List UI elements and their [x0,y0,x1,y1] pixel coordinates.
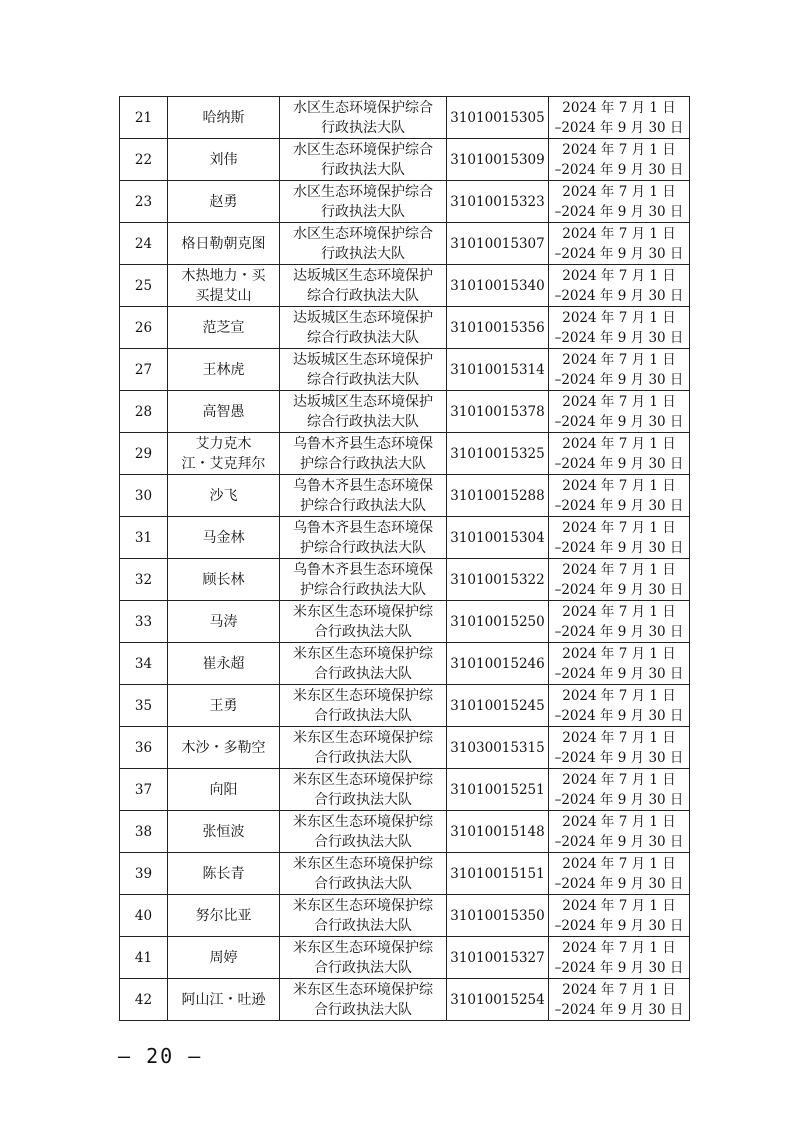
person-name-cell [168,265,280,307]
row-number-cell: 34 [120,643,168,685]
validity-period-cell [549,769,690,811]
table-row [120,139,690,181]
validity-period-cell [549,601,690,643]
validity-period-cell [549,517,690,559]
validity-period-line: 2024 年 7 月 1 日 [562,813,676,830]
validity-period-line: 2024 年 7 月 1 日 [562,309,676,326]
person-name-cell [168,517,280,559]
unit-cell [280,601,447,643]
validity-period-line: 2024 年 7 月 1 日 [562,687,676,704]
unit-line: 米东区生态环境保护综 [293,813,433,830]
table-row [120,181,690,223]
validity-period-cell [549,181,690,223]
unit-cell [280,979,447,1021]
person-name-cell [168,895,280,937]
person-name-cell [168,853,280,895]
validity-period-line: –2024 年 9 月 30 日 [554,203,684,220]
validity-period-cell [549,853,690,895]
validity-period-line: 2024 年 7 月 1 日 [562,897,676,914]
validity-period-line: 2024 年 7 月 1 日 [562,393,676,410]
person-name-line: 马金林 [202,529,245,546]
table-row [120,433,690,475]
validity-period-line: –2024 年 9 月 30 日 [554,707,684,724]
unit-line: 合行政执法大队 [314,665,412,682]
validity-period-line: 2024 年 7 月 1 日 [562,351,676,368]
validity-period-line: –2024 年 9 月 30 日 [554,539,684,556]
unit-line: 综合行政执法大队 [307,413,419,430]
row-number-cell: 36 [120,727,168,769]
validity-period-line: –2024 年 9 月 30 日 [554,1001,684,1018]
validity-period-cell [549,433,690,475]
person-name-cell [168,769,280,811]
unit-cell [280,769,447,811]
validity-period-cell [549,223,690,265]
validity-period-line: –2024 年 9 月 30 日 [554,665,684,682]
validity-period-line: –2024 年 9 月 30 日 [554,455,684,472]
person-name-cell [168,727,280,769]
person-name-line: 赵勇 [209,193,238,210]
validity-period-cell [549,475,690,517]
person-name-line: 马涛 [209,613,238,630]
person-name-line: 沙飞 [209,487,238,504]
unit-line: 水区生态环境保护综合 [293,99,433,116]
validity-period-cell [549,307,690,349]
unit-line: 综合行政执法大队 [307,329,419,346]
certificate-number-cell: 31010015309 [447,139,549,181]
table-row [120,517,690,559]
person-name-cell [168,811,280,853]
table-row [120,769,690,811]
table-row [120,265,690,307]
row-number-cell: 33 [120,601,168,643]
certificate-number-cell: 31010015288 [447,475,549,517]
table-row [120,895,690,937]
table-row [120,811,690,853]
certificate-number-cell: 31010015378 [447,391,549,433]
unit-line: 合行政执法大队 [314,1001,412,1018]
unit-line: 合行政执法大队 [314,749,412,766]
unit-cell [280,391,447,433]
person-name-line: 崔永超 [202,655,245,672]
row-number-cell: 27 [120,349,168,391]
unit-line: 合行政执法大队 [314,707,412,724]
certificate-number-cell: 31010015250 [447,601,549,643]
validity-period-line: 2024 年 7 月 1 日 [562,645,676,662]
person-name-cell [168,685,280,727]
table-row [120,97,690,139]
unit-cell [280,307,447,349]
unit-line: 米东区生态环境保护综 [293,939,433,956]
validity-period-cell [549,727,690,769]
enforcement-personnel-table [119,96,690,1021]
validity-period-cell [549,391,690,433]
validity-period-line: 2024 年 7 月 1 日 [562,771,676,788]
validity-period-line: –2024 年 9 月 30 日 [554,833,684,850]
validity-period-line: 2024 年 7 月 1 日 [562,561,676,578]
person-name-line: 范芝宣 [202,319,245,336]
person-name-cell [168,139,280,181]
table-row [120,853,690,895]
validity-period-line: –2024 年 9 月 30 日 [554,161,684,178]
unit-cell [280,643,447,685]
validity-period-cell [549,349,690,391]
validity-period-cell [549,895,690,937]
person-name-line: 哈纳斯 [202,109,245,126]
person-name-line: 阿山江・吐逊 [181,991,266,1008]
row-number-cell: 40 [120,895,168,937]
unit-line: 米东区生态环境保护综 [293,855,433,872]
validity-period-cell [549,937,690,979]
row-number-cell: 37 [120,769,168,811]
unit-cell [280,475,447,517]
unit-line: 合行政执法大队 [314,791,412,808]
unit-cell [280,811,447,853]
unit-cell [280,853,447,895]
validity-period-cell [549,685,690,727]
unit-line: 米东区生态环境保护综 [293,981,433,998]
validity-period-line: 2024 年 7 月 1 日 [562,225,676,242]
validity-period-cell [549,979,690,1021]
validity-period-line: 2024 年 7 月 1 日 [562,603,676,620]
certificate-number-cell: 31010015340 [447,265,549,307]
table-row [120,727,690,769]
unit-line: 米东区生态环境保护综 [293,729,433,746]
person-name-line: 王林虎 [202,361,245,378]
unit-line: 行政执法大队 [321,245,405,262]
unit-cell [280,517,447,559]
unit-line: 米东区生态环境保护综 [293,897,433,914]
row-number-cell: 38 [120,811,168,853]
person-name-line: 王勇 [209,697,238,714]
unit-line: 合行政执法大队 [314,875,412,892]
person-name-cell [168,601,280,643]
unit-line: 行政执法大队 [321,203,405,220]
row-number-cell: 22 [120,139,168,181]
row-number-cell: 30 [120,475,168,517]
table-row [120,349,690,391]
person-name-cell [168,475,280,517]
person-name-line: 木热地力・买 [181,267,266,284]
validity-period-cell [549,265,690,307]
unit-line: 乌鲁木齐县生态环境保 [293,477,433,494]
unit-cell [280,559,447,601]
certificate-number-cell: 31010015307 [447,223,549,265]
person-name-line: 刘伟 [209,151,238,168]
unit-line: 米东区生态环境保护综 [293,645,433,662]
validity-period-line: –2024 年 9 月 30 日 [554,287,684,304]
validity-period-cell [549,811,690,853]
unit-cell [280,685,447,727]
person-name-cell [168,349,280,391]
unit-line: 水区生态环境保护综合 [293,225,433,242]
certificate-number-cell: 31010015251 [447,769,549,811]
unit-line: 达坂城区生态环境保护 [293,309,433,326]
unit-line: 乌鲁木齐县生态环境保 [293,519,433,536]
unit-line: 护综合行政执法大队 [300,497,426,514]
person-name-cell [168,181,280,223]
unit-line: 综合行政执法大队 [307,287,419,304]
validity-period-line: 2024 年 7 月 1 日 [562,519,676,536]
unit-cell [280,181,447,223]
person-name-cell [168,307,280,349]
validity-period-cell [549,643,690,685]
unit-cell [280,433,447,475]
unit-line: 合行政执法大队 [314,959,412,976]
unit-cell [280,139,447,181]
row-number-cell: 32 [120,559,168,601]
person-name-line: 向阳 [209,781,238,798]
person-name-line: 高智愚 [202,403,245,420]
validity-period-line: 2024 年 7 月 1 日 [562,435,676,452]
row-number-cell: 39 [120,853,168,895]
row-number-cell: 35 [120,685,168,727]
unit-cell [280,937,447,979]
person-name-cell [168,433,280,475]
validity-period-line: 2024 年 7 月 1 日 [562,183,676,200]
person-name-cell [168,937,280,979]
validity-period-line: –2024 年 9 月 30 日 [554,497,684,514]
unit-line: 护综合行政执法大队 [300,455,426,472]
validity-period-line: 2024 年 7 月 1 日 [562,855,676,872]
table-row [120,307,690,349]
unit-cell [280,349,447,391]
row-number-cell: 25 [120,265,168,307]
validity-period-line: –2024 年 9 月 30 日 [554,245,684,262]
validity-period-line: 2024 年 7 月 1 日 [562,939,676,956]
person-name-cell [168,97,280,139]
table-row [120,391,690,433]
unit-cell [280,727,447,769]
person-name-cell [168,979,280,1021]
validity-period-line: –2024 年 9 月 30 日 [554,623,684,640]
person-name-line: 张恒波 [202,823,245,840]
row-number-cell: 23 [120,181,168,223]
validity-period-line: –2024 年 9 月 30 日 [554,413,684,430]
row-number-cell: 31 [120,517,168,559]
unit-cell [280,895,447,937]
person-name-line: 买提艾山 [195,287,252,304]
person-name-line: 格日勒朝克图 [181,235,266,252]
table-row [120,601,690,643]
unit-cell [280,223,447,265]
unit-line: 行政执法大队 [321,161,405,178]
unit-line: 乌鲁木齐县生态环境保 [293,435,433,452]
unit-line: 护综合行政执法大队 [300,539,426,556]
certificate-number-cell: 31030015315 [447,727,549,769]
table-row [120,475,690,517]
validity-period-line: –2024 年 9 月 30 日 [554,581,684,598]
validity-period-cell [549,97,690,139]
unit-line: 达坂城区生态环境保护 [293,393,433,410]
row-number-cell: 21 [120,97,168,139]
validity-period-line: 2024 年 7 月 1 日 [562,477,676,494]
certificate-number-cell: 31010015254 [447,979,549,1021]
table-row [120,937,690,979]
unit-line: 水区生态环境保护综合 [293,141,433,158]
validity-period-line: 2024 年 7 月 1 日 [562,981,676,998]
certificate-number-cell: 31010015322 [447,559,549,601]
unit-line: 米东区生态环境保护综 [293,771,433,788]
row-number-cell: 28 [120,391,168,433]
table-row [120,685,690,727]
validity-period-line: –2024 年 9 月 30 日 [554,749,684,766]
certificate-number-cell: 31010015356 [447,307,549,349]
person-name-cell [168,223,280,265]
row-number-cell: 41 [120,937,168,979]
person-name-cell [168,643,280,685]
unit-line: 米东区生态环境保护综 [293,603,433,620]
table-row [120,979,690,1021]
certificate-number-cell: 31010015245 [447,685,549,727]
unit-line: 合行政执法大队 [314,623,412,640]
validity-period-line: –2024 年 9 月 30 日 [554,959,684,976]
unit-line: 行政执法大队 [321,119,405,136]
person-name-line: 顾长林 [202,571,245,588]
validity-period-line: 2024 年 7 月 1 日 [562,99,676,116]
validity-period-line: 2024 年 7 月 1 日 [562,729,676,746]
validity-period-line: –2024 年 9 月 30 日 [554,371,684,388]
row-number-cell: 42 [120,979,168,1021]
unit-line: 水区生态环境保护综合 [293,183,433,200]
unit-line: 达坂城区生态环境保护 [293,267,433,284]
certificate-number-cell: 31010015151 [447,853,549,895]
certificate-number-cell: 31010015305 [447,97,549,139]
certificate-number-cell: 31010015323 [447,181,549,223]
person-name-line: 江・艾克拜尔 [181,455,266,472]
validity-period-line: 2024 年 7 月 1 日 [562,267,676,284]
validity-period-line: –2024 年 9 月 30 日 [554,329,684,346]
person-name-line: 木沙・多勒空 [181,739,266,756]
validity-period-line: –2024 年 9 月 30 日 [554,875,684,892]
unit-line: 护综合行政执法大队 [300,581,426,598]
unit-line: 达坂城区生态环境保护 [293,351,433,368]
person-name-cell [168,559,280,601]
table-row [120,643,690,685]
page-number: – 20 – [118,1044,203,1068]
validity-period-line: –2024 年 9 月 30 日 [554,119,684,136]
certificate-number-cell: 31010015350 [447,895,549,937]
validity-period-line: 2024 年 7 月 1 日 [562,141,676,158]
person-name-line: 陈长青 [202,865,245,882]
validity-period-line: –2024 年 9 月 30 日 [554,917,684,934]
validity-period-line: –2024 年 9 月 30 日 [554,791,684,808]
validity-period-cell [549,559,690,601]
person-name-line: 周婷 [209,949,238,966]
row-number-cell: 26 [120,307,168,349]
certificate-number-cell: 31010015314 [447,349,549,391]
unit-line: 乌鲁木齐县生态环境保 [293,561,433,578]
unit-line: 合行政执法大队 [314,917,412,934]
unit-line: 合行政执法大队 [314,833,412,850]
table-row [120,223,690,265]
person-name-cell [168,391,280,433]
table-body [120,97,690,1021]
unit-line: 综合行政执法大队 [307,371,419,388]
certificate-number-cell: 31010015325 [447,433,549,475]
unit-cell [280,97,447,139]
validity-period-cell [549,139,690,181]
certificate-number-cell: 31010015246 [447,643,549,685]
row-number-cell: 24 [120,223,168,265]
table-row [120,559,690,601]
row-number-cell: 29 [120,433,168,475]
unit-line: 米东区生态环境保护综 [293,687,433,704]
person-name-line: 艾力克木 [195,435,252,452]
unit-cell [280,265,447,307]
certificate-number-cell: 31010015148 [447,811,549,853]
person-name-line: 努尔比亚 [195,907,252,924]
certificate-number-cell: 31010015304 [447,517,549,559]
certificate-number-cell: 31010015327 [447,937,549,979]
